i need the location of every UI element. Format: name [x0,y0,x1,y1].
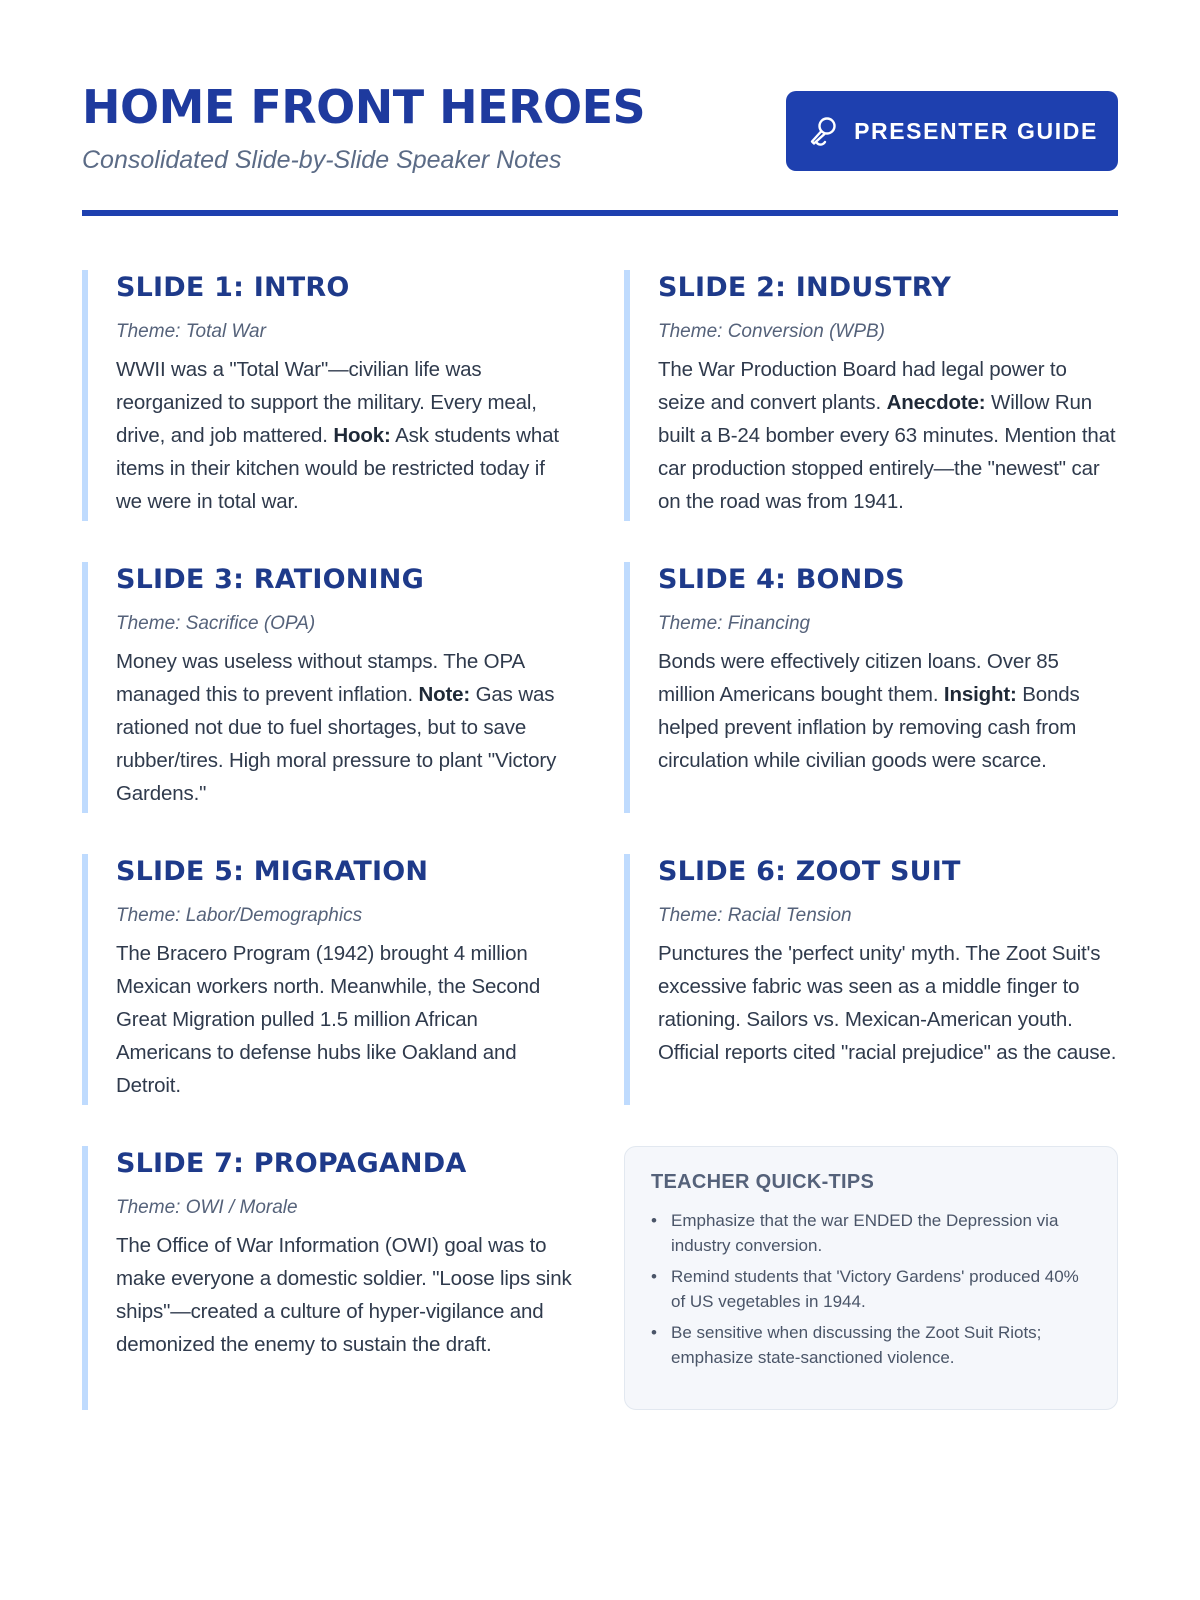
slide-title: SLIDE 1: INTRO [116,272,350,303]
tip-item: • Emphasize that the war ENDED the Depression via industry conversion. [651,1208,1091,1258]
slide-card-6 [624,854,1118,1105]
page-title: HOME FRONT HEROES [82,80,646,134]
note-keyword: Anecdote: [886,391,986,415]
slide-notes: Bonds were effectively citizen loans. Over 85 million Americans bought them. Insight: Bonds helped prevent inflation by removing cash from circulation while civilian goods were scarce. [658,650,1080,773]
microphone-icon [806,114,840,148]
note-keyword: Insight: [943,683,1017,707]
slide-theme: Theme: Financing [658,613,811,635]
page-header [82,0,1118,214]
slide-notes: Punctures the 'perfect unity' myth. The Zoot Suit's excessive fabric was seen as a middle finger to rationing. Sailors vs. Mexican-American youth. Official reports cited "racial prejudice" as the cause. [658,942,1117,1065]
slide-title: SLIDE 7: PROPAGANDA [116,1148,467,1179]
slide-notes: The Office of War Information (OWI) goal was to make everyone a domestic soldier. "Loose lips sink ships"—created a culture of hyper-vigilance and demonized the enemy to sustain the draft. [116,1234,572,1357]
teacher-quick-tips [624,1146,1118,1410]
slide-card-2 [624,270,1118,521]
slide-notes: The War Production Board had legal power to seize and convert plants. Anecdote: Willow Run built a B-24 bomber every 63 minutes. Mention that car production stopped entirely—the "newest" car on the road was from 1941. [658,358,1116,514]
slide-theme: Theme: Labor/Demographics [116,905,363,927]
slide-title: SLIDE 4: BONDS [658,564,905,595]
slide-notes: The Bracero Program (1942) brought 4 million Mexican workers north. Meanwhile, the Second Great Migration pulled 1.5 million African Americans to defense hubs like Oakland and Detroit. [116,942,541,1098]
slide-card-4 [624,562,1118,813]
slide-theme: Theme: Racial Tension [658,905,852,927]
tip-item: • Be sensitive when discussing the Zoot Suit Riots; emphasize state-sanctioned violence. [651,1320,1091,1370]
note-keyword: Note: [418,683,471,707]
header-divider [82,210,1118,216]
tip-item: • Remind students that 'Victory Gardens' produced 40% of US vegetables in 1944. [651,1264,1091,1314]
slide-title: SLIDE 6: ZOOT SUIT [658,856,961,887]
slide-theme: Theme: Total War [116,321,266,343]
slides-grid [82,270,1118,1410]
slide-card-1 [82,270,576,521]
slide-theme: Theme: Sacrifice (OPA) [116,613,316,635]
page-subtitle: Consolidated Slide-by-Slide Speaker Notes [82,146,562,174]
slide-notes: Money was useless without stamps. The OPA managed this to prevent inflation. Note: Gas was rationed not due to fuel shortages, but to save rubber/tires. High moral pressure to plant "Victory Gardens." [116,650,557,806]
presenter-guide-button[interactable] [786,91,1118,171]
slide-card-7 [82,1146,576,1410]
tips-title: TEACHER QUICK-TIPS [651,1171,875,1193]
slide-theme: Theme: OWI / Morale [116,1197,298,1219]
slide-theme: Theme: Conversion (WPB) [658,321,886,343]
slide-card-3 [82,562,576,813]
slide-title: SLIDE 2: INDUSTRY [658,272,952,303]
slide-card-5 [82,854,576,1105]
slide-title: SLIDE 3: RATIONING [116,564,424,595]
tips-list [651,1208,1091,1370]
note-keyword: Hook: [333,424,391,448]
presenter-guide-label: PRESENTER GUIDE [854,117,1098,144]
slide-title: SLIDE 5: MIGRATION [116,856,429,887]
slide-notes: WWII was a "Total War"—civilian life was reorganized to support the military. Every meal, drive, and job mattered. Hook: Ask students what items in their kitchen would be restricted today if we were in total war. [116,358,559,514]
